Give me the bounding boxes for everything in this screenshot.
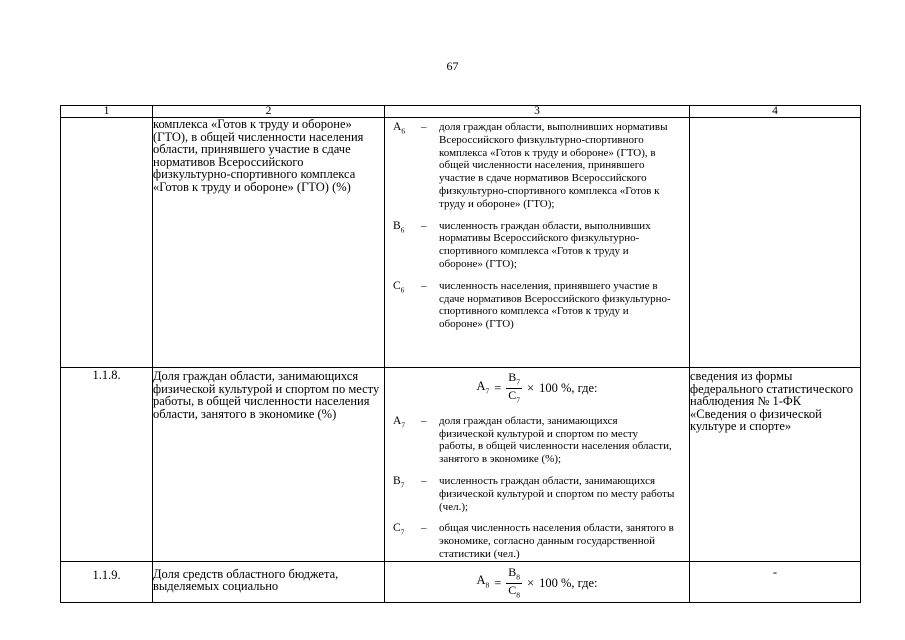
definition-text: численность населения, принявшего участие в сдаче нормативов Всероссийского физкультурно-спортивного комплекса «Готов к труду и обороне» (ГТО) (439, 279, 671, 331)
formula-times: × (527, 381, 535, 396)
fraction-numerator: $B_7$ (506, 371, 522, 389)
formula-fraction (506, 566, 522, 602)
definition-a6 (385, 121, 689, 211)
definition-text: общая численность населения области, занятого в экономике, согласно данным государственной статистики (чел.) (439, 522, 674, 560)
formula-tail: 100 %, где: (539, 381, 598, 396)
definition-b7 (385, 475, 689, 513)
definition-symbol: $C_7$ (393, 522, 405, 537)
source-cell: - (690, 561, 861, 602)
formula-equals: = (494, 381, 502, 396)
source-cell (690, 118, 861, 368)
definition-dash: – (421, 414, 427, 427)
indicator-name: комплекса «Готов к труду и обороне» (ГТО), в общей численности населения области, принявшего участие в сдаче нормативов Всероссийского физкультурно-спортивного комплекса «Готов к труду и обороне» (ГТО) (%) (153, 118, 385, 368)
formula-a7 (385, 371, 689, 407)
row-number: 1.1.8. (61, 368, 153, 562)
definition-b6 (385, 220, 689, 271)
definition-symbol: $C_6$ (393, 279, 405, 295)
fraction-numerator: $B_8$ (506, 566, 522, 584)
definition-dash: – (421, 219, 427, 232)
table-row-1-1-9 (61, 561, 861, 602)
header-col-1: 1 (61, 106, 153, 118)
indicator-name: Доля средств областного бюджета, выделяемых социально (153, 561, 385, 602)
definition-a7 (385, 415, 689, 466)
definition-dash: – (421, 522, 427, 535)
source-cell: сведения из формы федерального статистического наблюдения № 1-ФК «Сведения о физической культуре и спорте» (690, 368, 861, 562)
formula-lhs: $A_7$ (476, 378, 490, 396)
indicator-table (60, 105, 861, 603)
definition-symbol: $B_7$ (393, 474, 405, 490)
page-number: 67 (446, 59, 459, 73)
formula-cell (385, 118, 690, 368)
formula-fraction (506, 371, 522, 407)
header-col-4: 4 (690, 106, 861, 118)
fraction-denominator: $C_8$ (508, 583, 521, 600)
formula-times: × (527, 576, 535, 591)
formula-tail: 100 %, где: (539, 576, 598, 591)
fraction-denominator: $C_7$ (508, 388, 521, 405)
header-col-3: 3 (385, 106, 690, 118)
formula-a8 (385, 566, 689, 602)
row-number: 1.1.9. (61, 561, 153, 602)
indicator-name: Доля граждан области, занимающихся физической культурой и спортом по месту работы, в общей численности населения области, занятого в экономике (%) (153, 368, 385, 562)
formula-cell (385, 561, 690, 602)
formula-lhs: $A_8$ (476, 573, 490, 590)
table-row-continuation (61, 118, 861, 368)
definition-text: численность граждан области, выполнивших нормативы Всероссийского физкультурно-спортивного комплекса «Готов к труду и обороне» (ГТО); (439, 219, 651, 270)
row-number (61, 118, 153, 368)
table-header-row (61, 106, 861, 118)
header-col-2: 2 (153, 106, 385, 118)
definition-c7 (385, 522, 689, 560)
definition-dash: – (421, 279, 427, 292)
definition-symbol: $A_6$ (393, 121, 406, 136)
definition-text: доля граждан области, занимающихся физической культурой и спортом по месту работы, в общей численности населения области, занятого в экономике (%); (439, 414, 672, 466)
formula-cell (385, 368, 690, 562)
table-row-1-1-8 (61, 368, 861, 562)
definition-text: численность граждан области, занимающихся физической культурой и спортом по месту работы (чел.); (439, 474, 675, 513)
definition-c6 (385, 280, 689, 331)
definition-dash: – (421, 474, 427, 487)
definition-symbol: $B_6$ (393, 219, 405, 234)
definition-dash: – (421, 121, 427, 133)
formula-equals: = (494, 576, 502, 591)
definition-symbol: $A_7$ (393, 414, 406, 430)
definition-text: доля граждан области, выполнивших нормативы Всероссийского физкультурно-спортивного комплекса «Готов к труду и обороне» (ГТО), в общей численности населения, принявшего участие в сдаче нормативов Всероссийского физкультурно-спортивного комплекса «Готов к труду и обороне» (ГТО); (439, 121, 668, 210)
